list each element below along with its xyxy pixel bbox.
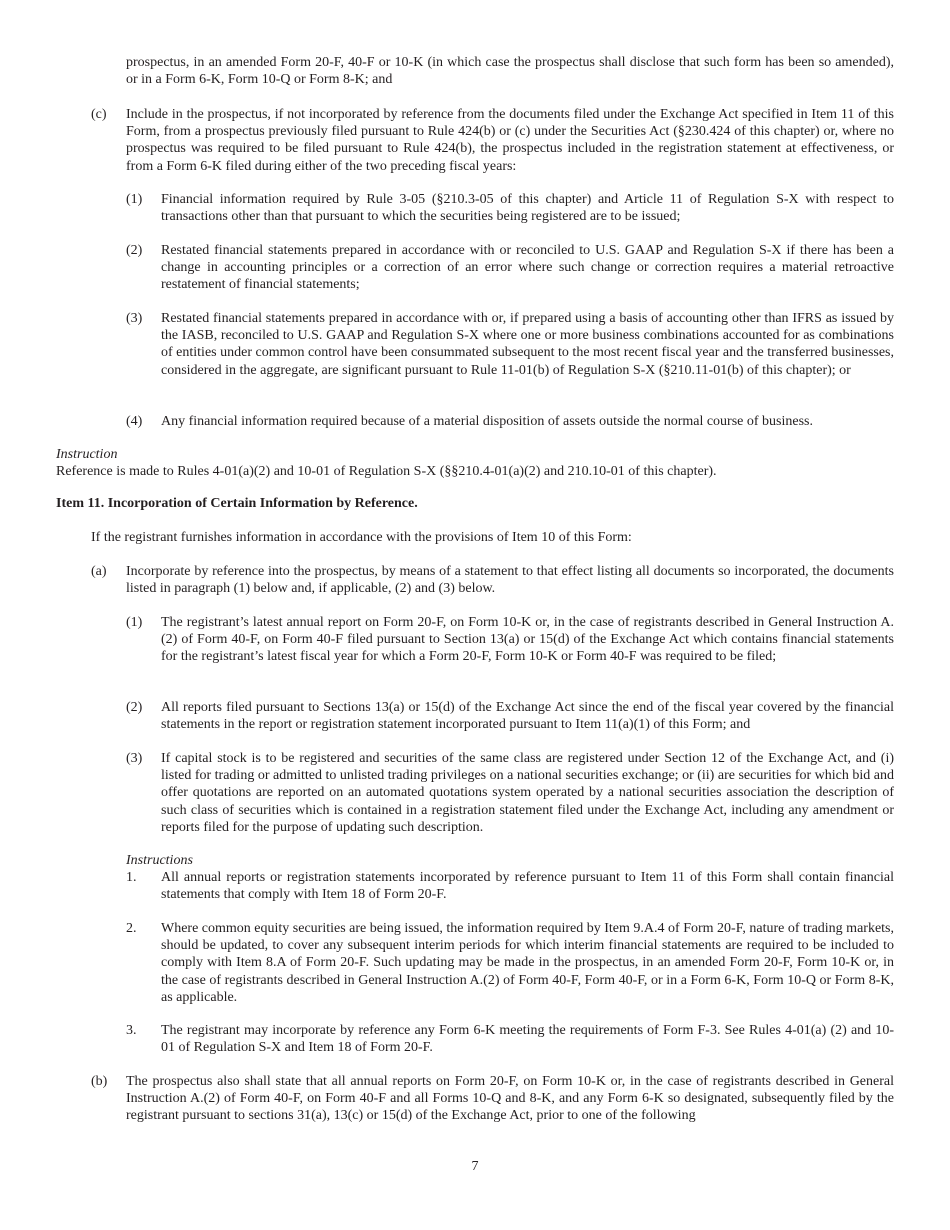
- instruction-marker: 3.: [126, 1023, 137, 1038]
- instruction-marker: 1.: [126, 870, 137, 885]
- instruction-item-text: The registrant may incorporate by reference any Form 6-K meeting the requirements of Form F-3. See Rules 4-01(a) (2) and 10-01 of Regulation S-X and Item 18 of Form 20-F.: [161, 1023, 894, 1056]
- paragraph-c-text: Include in the prospectus, if not incorporated by reference from the documents filed under the Exchange Act specified in Item 11 of this Form, from a prospectus previously filed pursuant to Rule 424(b) or (c) under the Securities Act (§230.424 of this chapter) or, where no prospectus was required to be filed pursuant to Rule 424(b), the prospectus included in the registration statement at effectiveness, or from a Form 6-K filed during either of the two preceding fiscal years:: [126, 107, 894, 174]
- instruction-item-text: All annual reports or registration statements incorporated by reference pursuant to Item 11 of this Form shall contain financial statements that comply with Item 18 of Form 20-F.: [161, 870, 894, 903]
- subitem-text: Any financial information required because of a material disposition of assets outside the normal course of business.: [161, 414, 813, 429]
- subitem-marker: (2): [126, 700, 143, 715]
- paragraph-marker: (c): [91, 107, 107, 122]
- subitem-marker: (3): [126, 311, 143, 326]
- item11-intro-block: [91, 529, 894, 546]
- subitem-marker: (1): [126, 192, 143, 207]
- item11-a-subitem-3: [126, 750, 894, 836]
- subitem-text: Financial information required by Rule 3-05 (§210.3-05 of this chapter) and Article 11 of Regulation S-X with respect to transactions other than that pursuant to which the securities being registered are to be issued;: [161, 192, 894, 225]
- page-number: 7: [471, 1159, 479, 1174]
- item10-paragraph-c: [91, 106, 894, 175]
- instruction-marker: 2.: [126, 921, 137, 936]
- item11-instructions-heading-block: [126, 852, 894, 869]
- item11-paragraph-b: [91, 1073, 894, 1125]
- subitem-text: All reports filed pursuant to Sections 13(a) or 15(d) of the Exchange Act since the end of the fiscal year covered by the financial statements in the report or registration statement incorporated pursuant to Item 11(a)(1) of this Form; and: [161, 700, 894, 733]
- instructions-heading: Instructions: [126, 853, 193, 868]
- item11-intro: If the registrant furnishes information in accordance with the provisions of Item 10 of this Form:: [91, 530, 632, 545]
- paragraph-marker: (b): [91, 1074, 108, 1089]
- instruction-item-1: [126, 869, 894, 903]
- item11-heading: Item 11. Incorporation of Certain Information by Reference.: [56, 496, 418, 511]
- item11-a-subitem-1: [126, 614, 894, 666]
- instruction-item-text: Where common equity securities are being issued, the information required by Item 9.A.4 of Form 20-F, nature of trading markets, should be updated, to cover any subsequent interim periods for which interim financial statements are required to be included to comply with Item 8.A of Form 20-F. Such updating may be made in the prospectus, in an amended Form 20-F, Form 10-K or, in the case of registrants described in General Instruction A.(2) of Form 40-F, Form 40-F, or in a Form 6-K, Form 10-Q or Form 8-K, as applicable.: [161, 921, 894, 1005]
- subitem-marker: (2): [126, 243, 143, 258]
- intro-continuation: [126, 54, 894, 88]
- subitem-text: The registrant’s latest annual report on Form 20-F, on Form 10-K or, in the case of registrants described in General Instruction A.(2) of Form 40-F, on Form 40-F filed pursuant to Section 13(a) or 15(d) of the Exchange Act which contains financial statements for the registrant’s latest fiscal year for which a Form 20-F, Form 10-K or Form 40-F was required to be filed;: [161, 615, 894, 665]
- item10-c-subitem-4: [126, 413, 894, 430]
- item10-c-subitem-3: [126, 310, 894, 379]
- instruction-heading: Instruction: [56, 447, 118, 462]
- paragraph-b-text: The prospectus also shall state that all annual reports on Form 20-F, on Form 10-K or, in the case of registrants described in General Instruction A.(2) of Form 40-F, on Form 40-F and all Forms 10-Q and 8-K, and any Form 6-K so designated, subsequently filed by the registrant pursuant to sections 31(a), 13(c) or 15(d) of the Exchange Act, prior to one of the following: [126, 1074, 894, 1124]
- item11-paragraph-a: [91, 563, 894, 597]
- item11-a-subitem-2: [126, 699, 894, 733]
- subitem-marker: (3): [126, 751, 143, 766]
- item10-c-subitem-1: [126, 191, 894, 225]
- instruction-text: Reference is made to Rules 4-01(a)(2) and 10-01 of Regulation S-X (§§210.4-01(a)(2) and 210.10-01 of this chapter).: [56, 464, 717, 480]
- subitem-marker: (1): [126, 615, 143, 630]
- item10-instruction: [56, 446, 894, 480]
- subitem-marker: (4): [126, 414, 143, 429]
- intro-continuation-text: prospectus, in an amended Form 20-F, 40-F or 10-K (in which case the prospectus shall disclose that such form has been so amended), or in a Form 6-K, Form 10-Q or Form 8-K; and: [126, 55, 894, 88]
- paragraph-a-text: Incorporate by reference into the prospectus, by means of a statement to that effect listing all documents so incorporated, the documents listed in paragraph (1) below and, if applicable, (2) and (3) below.: [126, 564, 894, 597]
- instruction-item-3: [126, 1022, 894, 1056]
- subitem-text: Restated financial statements prepared in accordance with or, if prepared using a basis of accounting other than IFRS as issued by the IASB, reconciled to U.S. GAAP and Regulation S-X where one or more business combinations accounted for as combinations of entities under common control have been consummated subsequent to the most recent fiscal year and the transferred businesses, considered in the aggregate, are significant pursuant to Rule 11-01(b) of Regulation S-X (§210.11-01(b) of this chapter); or: [161, 311, 894, 378]
- instruction-item-2: [126, 920, 894, 1006]
- subitem-text: If capital stock is to be registered and securities of the same class are registered under Section 12 of the Exchange Act, and (i) listed for trading or admitted to unlisted trading privileges on a national securities exchange; or (ii) are securities for which bid and offer quotations are reported on an automated quotations system operated by a national securities association the description of such class of securities which is contained in a registration statement filed under the Exchange Act, including any amendment or reports filed for the purpose of updating such description.: [161, 751, 894, 835]
- paragraph-marker: (a): [91, 564, 107, 579]
- item10-c-subitem-2: [126, 242, 894, 294]
- item11-heading-block: [56, 495, 894, 512]
- subitem-text: Restated financial statements prepared in accordance with or reconciled to U.S. GAAP and Regulation S-X if there has been a change in accounting principles or a correction of an error where such change or correction requires a material retroactive restatement of financial statements;: [161, 243, 894, 293]
